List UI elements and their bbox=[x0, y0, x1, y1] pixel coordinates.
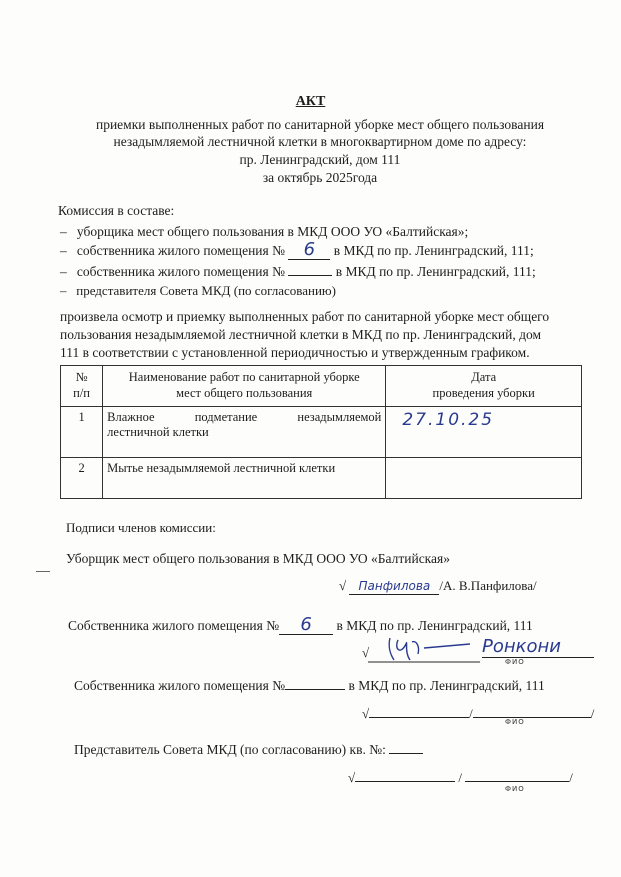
header-num: № п/п bbox=[61, 366, 103, 407]
owner-2-sign-number-field bbox=[285, 677, 345, 690]
paragraph-line-2: пользования незадымляемой лестничной клетки в МКД по пр. Ленинградский, дом bbox=[60, 327, 541, 342]
member-council: – представителя Совета МКД (по согласованию) bbox=[60, 283, 336, 298]
signatures-heading: Подписи членов комиссии: bbox=[66, 520, 216, 535]
member-owner-2: – собственника жилого помещения № в МКД по пр. Ленинградский, 111; bbox=[60, 264, 536, 279]
row-2-date bbox=[386, 458, 582, 499]
owner-2-signature: √ / / bbox=[362, 706, 595, 721]
subtitle-line-2: незадымляемой лестничной клетки в многоквартирном доме по адресу: bbox=[113, 134, 527, 149]
table-row bbox=[61, 458, 582, 499]
document-title: АКТ bbox=[295, 94, 326, 109]
owner-1-check: √ bbox=[362, 645, 370, 660]
row-2-num: 2 bbox=[61, 458, 103, 499]
member-owner-1: – собственника жилого помещения № 6 в МКД по пр. Ленинградский, 111; bbox=[60, 239, 534, 260]
owner-1-sign-number-field: 6 bbox=[279, 618, 333, 635]
owner-1-signature-line: Собственника жилого помещения № 6 в МКД по пр. Ленинградский, 111 bbox=[68, 614, 533, 635]
row-1-num: 1 bbox=[61, 407, 103, 458]
cleaner-signature-line: Уборщик мест общего пользования в МКД ООО УО «Балтийская» bbox=[66, 551, 450, 566]
member-cleaner: – уборщика мест общего пользования в МКД ООО УО «Балтийская»; bbox=[60, 224, 469, 239]
row-1-date: 27.10.25 bbox=[386, 407, 582, 458]
commission-label: Комиссия в составе: bbox=[58, 203, 175, 218]
paragraph-line-3: 111 в соответствии с установленной периодичностью и утвержденным графиком. bbox=[60, 345, 530, 360]
owner-1-fio-caption: ФИО bbox=[505, 658, 525, 666]
subtitle-line-1: приемки выполненных работ по санитарной уборке мест общего пользования bbox=[95, 117, 545, 132]
council-fio-caption: ФИО bbox=[505, 785, 525, 793]
table-row bbox=[61, 407, 582, 458]
table-header-row bbox=[61, 366, 582, 407]
owner-2-signature-line: Собственника жилого помещения № в МКД по пр. Ленинградский, 111 bbox=[74, 678, 545, 693]
subtitle-line-3: пр. Ленинградский, дом 111 bbox=[239, 152, 401, 167]
row-1-work-name: Влажное подметание незадымляемой лестничной клетки bbox=[103, 407, 386, 458]
margin-mark bbox=[36, 571, 50, 572]
owner-2-fio-caption: ФИО bbox=[505, 718, 525, 726]
cleaner-signature-field: Панфилова bbox=[349, 578, 439, 595]
cleaner-signature: √ Панфилова /А. В.Панфилова/ bbox=[339, 578, 537, 593]
council-signature-line: Представитель Совета МКД (по согласованию) кв. №: bbox=[74, 741, 423, 758]
header-date: Дата проведения уборки bbox=[386, 366, 582, 407]
row-2-work-name: Мытье незадымляемой лестничной клетки bbox=[103, 458, 386, 499]
header-work-name: Наименование работ по санитарной уборке мест общего пользования bbox=[103, 366, 386, 407]
council-signature: √ / / bbox=[348, 770, 573, 785]
works-table bbox=[60, 365, 582, 499]
owner-2-number-field bbox=[288, 263, 332, 276]
paragraph-line-1: произвела осмотр и приемку выполненных работ по санитарной уборке мест общего bbox=[60, 309, 550, 324]
subtitle-line-4: за октябрь 2025года bbox=[262, 170, 378, 185]
owner-1-number-field: 6 bbox=[288, 243, 330, 260]
owner-1-signature-name: Ронкони bbox=[482, 636, 594, 658]
